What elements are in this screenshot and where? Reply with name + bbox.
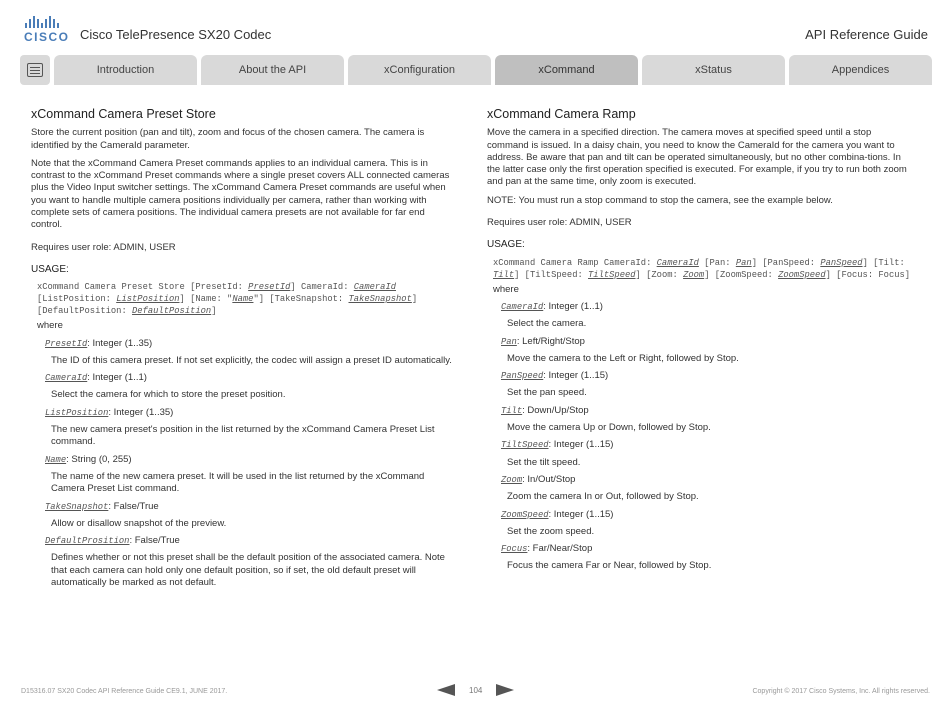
tab-appendices[interactable]: Appendices — [789, 55, 932, 85]
section-title: xCommand Camera Preset Store — [31, 107, 216, 121]
description: Move the camera in a specified direction. The camera moves at specified speed until a stop command is issued. In a daisy chain, you need to know the CameraId for the camera you want to address. Be aware that pan and tilt can be operated simultaneously, but no other combina-tions. In the latter case only the first operation specified is executed. For example, if you try to run both zoom and pan at the same time, only zoom is executed. — [487, 127, 907, 188]
param: TakeSnapshot: False/True — [45, 500, 159, 512]
where-label: where — [37, 320, 63, 332]
param: ListPosition: Integer (1..35) — [45, 406, 174, 418]
param: Focus: Far/Near/Stop — [501, 543, 593, 555]
param-desc: Defines whether or not this preset shall be the default position of the associated camera. Note that each camera can hold only one default position, so if set, the old default preset will automatically be marked as not default. — [51, 552, 445, 589]
cisco-logo-bars — [25, 16, 64, 28]
cisco-logo — [24, 16, 70, 44]
param-desc: Select the camera for which to store the preset position. — [51, 389, 286, 401]
param-desc: The new camera preset's position in the list returned by the xCommand Camera Preset List command. — [51, 424, 435, 448]
section-title: xCommand Camera Ramp — [487, 107, 636, 121]
app-title: Cisco TelePresence SX20 Codec — [80, 27, 272, 42]
where-label: where — [493, 283, 519, 295]
usage-label: USAGE: — [31, 263, 69, 275]
param: Tilt: Down/Up/Stop — [501, 404, 589, 416]
note: Note that the xCommand Camera Preset commands applies to an individual camera. This is in contrast to the xCommand Preset commands where a single preset covers ALL connected cameras plus the Video Input switcher settings. The xCommand Camera Preset commands are useful when you want to handle multiple camera positions individually per camera, rather than working with complete sets of camera positions. The individual camera presets are not available for far end control. — [31, 157, 450, 231]
param-desc: Zoom the camera In or Out, followed by Stop. — [507, 491, 699, 503]
usage-code: xCommand Camera Preset Store [PresetId: PresetId] CameraId: CameraId [ListPosition: ListPosition] [Name: "Name"] [TakeSnapshot: TakeSnapshot] [DefaultPosition: DefaultPosition] — [37, 282, 418, 317]
toc-button[interactable] — [20, 55, 50, 85]
param: Zoom: In/Out/Stop — [501, 473, 576, 485]
note: NOTE: You must run a stop command to stop the camera, see the example below. — [487, 194, 833, 206]
param: Pan: Left/Right/Stop — [501, 335, 585, 347]
tab-xcommand[interactable]: xCommand — [495, 55, 638, 85]
usage-label: USAGE: — [487, 239, 525, 251]
param: CameraId: Integer (1..1) — [501, 300, 603, 312]
document-id: D15316.07 SX20 Codec API Reference Guide CE9.1, JUNE 2017. — [21, 688, 228, 695]
param-desc: Select the camera. — [507, 318, 587, 330]
param-desc: Set the tilt speed. — [507, 456, 581, 468]
param-desc: Allow or disallow snapshot of the preview. — [51, 517, 227, 529]
previous-page-icon[interactable] — [437, 684, 455, 696]
param: PresetId: Integer (1..35) — [45, 337, 153, 349]
tab-xstatus[interactable]: xStatus — [642, 55, 785, 85]
param-desc: Focus the camera Far or Near, followed by Stop. — [507, 560, 712, 572]
next-page-icon[interactable] — [496, 684, 514, 696]
list-icon — [27, 63, 43, 77]
page-header — [0, 0, 950, 52]
usage-code: xCommand Camera Ramp CameraId: CameraId [Pan: Pan] [PanSpeed: PanSpeed] [Tilt: Tilt] [TiltSpeed: TiltSpeed] [Zoom: Zoom] [ZoomSpeed: ZoomSpeed] [Focus: Focus] — [493, 257, 911, 280]
param: ZoomSpeed: Integer (1..15) — [501, 508, 614, 520]
user-role: Requires user role: ADMIN, USER — [31, 241, 176, 253]
param-desc: The ID of this camera preset. If not set explicitly, the codec will assign a preset ID automatically. — [51, 354, 452, 366]
param: Name: String (0, 255) — [45, 453, 132, 465]
user-role: Requires user role: ADMIN, USER — [487, 217, 632, 229]
param-desc: Set the pan speed. — [507, 387, 587, 399]
cisco-logo-text: CISCO — [24, 30, 70, 44]
copyright: Copyright © 2017 Cisco Systems, Inc. All rights reserved. — [752, 688, 930, 695]
guide-title: API Reference Guide — [805, 27, 928, 42]
nav-bar — [20, 55, 932, 85]
param-desc: Move the camera to the Left or Right, followed by Stop. — [507, 352, 739, 364]
left-column — [31, 108, 456, 594]
param-desc: Move the camera Up or Down, followed by Stop. — [507, 422, 711, 434]
pager — [437, 684, 514, 696]
description: Store the current position (pan and tilt), zoom and focus of the chosen camera. The camera is identified by the CameraId parameter. — [31, 127, 425, 151]
page-number: 104 — [469, 685, 483, 695]
tab-introduction[interactable]: Introduction — [54, 55, 197, 85]
param: PanSpeed: Integer (1..15) — [501, 370, 609, 382]
right-column — [487, 108, 912, 578]
tab-xconfiguration[interactable]: xConfiguration — [348, 55, 491, 85]
param: TiltSpeed: Integer (1..15) — [501, 439, 614, 451]
param: CameraId: Integer (1..1) — [45, 372, 147, 384]
tab-about-the-api[interactable]: About the API — [201, 55, 344, 85]
param-desc: Set the zoom speed. — [507, 525, 595, 537]
param-desc: The name of the new camera preset. It will be used in the list returned by the xCommand Camera Preset List command. — [51, 470, 425, 495]
page-footer — [0, 680, 950, 700]
param: DefaultProsition: False/True — [45, 535, 180, 547]
